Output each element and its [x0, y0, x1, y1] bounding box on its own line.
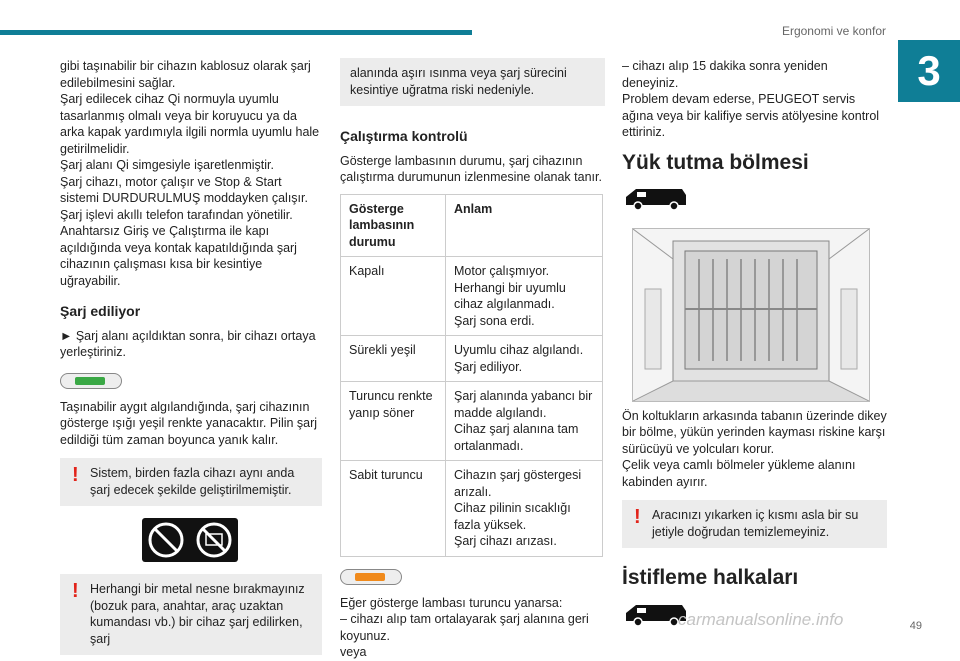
qi-orange-indicator-icon — [340, 569, 402, 585]
warning-icon: ! — [634, 506, 641, 528]
paragraph: Taşınabilir aygıt algılandığında, şarj cihazının gösterge ışığı yeşil renkte yanacaktır. Pilin şarj edildiği tüm zaman boyunca yanık kalır. — [60, 399, 318, 447]
table-cell: Sürekli yeşil — [341, 336, 446, 382]
table-cell: Şarj alanında yabancı bir madde algılandı. Cihaz şarj alanına tam ortalanmadı. — [446, 382, 603, 461]
warning-text: Sistem, birden fazla cihazı aynı anda şarj edecek şekilde geliştirilmemiştir. — [90, 466, 295, 497]
table-row — [341, 336, 603, 382]
paragraph: Şarj işlevi akıllı telefon tarafından yönetilir. — [60, 207, 293, 222]
column-3 — [622, 58, 887, 631]
table-row — [341, 382, 603, 461]
column-2 — [340, 58, 605, 661]
paragraph: Anahtarsız Giriş ve Çalıştırma ile kapı açıldığında veya kontak kapatıldığında şarj cihazının çalışması kısa bir kesintiye uğrayabilir. — [60, 224, 297, 288]
table-cell: Turuncu renkte yanıp söner — [341, 382, 446, 461]
paragraph: gibi taşınabilir bir cihazın kablosuz olarak şarj edilebilmesini sağlar. — [60, 59, 311, 90]
warning-box — [60, 574, 322, 655]
table-header: Anlam — [446, 194, 603, 257]
header-accent-bar — [0, 30, 472, 35]
page-number: 49 — [909, 620, 922, 632]
qi-green-indicator-icon — [60, 373, 122, 389]
section-heading-operation-check: Çalıştırma kontrolü — [340, 128, 468, 144]
chapter-number: 3 — [898, 40, 960, 102]
warning-text: Aracınızı yıkarken iç kısmı asla bir su jetiyle doğrudan temizlemeyiniz. — [652, 508, 859, 539]
status-table — [340, 194, 603, 557]
table-row — [341, 257, 603, 336]
table-row — [341, 461, 603, 557]
warning-box — [622, 500, 887, 548]
van-icon — [622, 185, 690, 211]
table-cell: Motor çalışmıyor. Herhangi bir uyumlu cihaz algılanmadı. Şarj sona erdi. — [446, 257, 603, 336]
warning-text: alanında aşırı ısınma veya şarj sürecini kesintiye uğratma riski nedeniyle. — [350, 66, 567, 97]
table-cell: Kapalı — [341, 257, 446, 336]
table-cell: Uyumlu cihaz algılandı. Şarj ediliyor. — [446, 336, 603, 382]
warning-text: Herhangi bir metal nesne bırakmayınız (bozuk para, anahtar, araç uzaktan kumandası vb.) bir cihaz şarj edilirken, şarj — [90, 582, 305, 646]
watermark: carmanualsonline.info — [678, 610, 844, 629]
paragraph: Ön koltukların arkasında tabanın üzerinde dikey bir bölme, yükün yerinden kayması riskine karşı sürücüyü ve yolcuları korur. Çelik veya camlı bölmeler yükleme alanını kabinden ayırır. — [622, 408, 887, 489]
warning-box — [60, 458, 322, 506]
intro-text — [60, 58, 322, 289]
load-partition-image — [632, 228, 870, 402]
header-title: Ergonomi ve konfor — [781, 24, 886, 38]
section-heading-charging: Şarj ediliyor — [60, 303, 141, 319]
section-heading-load-partition: Yük tutma bölmesi — [622, 150, 809, 174]
paragraph: Şarj edilecek cihaz Qi normuyla uyumlu tasarlanmış olmalı veya bir koruyucu ya da arka kapak yardımıyla ilgili normla uyumlu hale getirilmelidir. — [60, 92, 320, 156]
table-cell: Sabit turuncu — [341, 461, 446, 557]
warning-box-continued — [340, 58, 605, 106]
table-header-row — [341, 194, 603, 257]
table-cell: Cihazın şarj göstergesi arızalı. Cihaz pilinin sıcaklığı fazla yüksek. Şarj cihazı arızası. — [446, 461, 603, 557]
paragraph: Şarj alanı Qi simgesiyle işaretlenmiştir. — [60, 158, 274, 172]
prohibited-objects-image — [142, 518, 238, 562]
paragraph: Şarj cihazı, motor çalışır ve Stop & Start sistemi DURDURULMUŞ moddayken çalışır. — [60, 174, 308, 205]
table-header: Gösterge lambasının durumu — [341, 194, 446, 257]
section-heading-stowing-rings: İstifleme halkaları — [622, 566, 799, 589]
warning-icon: ! — [72, 464, 79, 486]
instruction-step: ► Şarj alanı açıldıktan sonra, bir cihazı ortaya yerleştiriniz. — [60, 328, 316, 359]
no-metal-objects-icon — [142, 518, 238, 562]
paragraph: Gösterge lambasının durumu, şarj cihazının çalıştırma durumunun izlenmesine olanak tanır. — [340, 153, 602, 184]
paragraph: Eğer gösterge lambası turuncu yanarsa: – cihazı alıp tam ortalayarak şarj alanına geri koyunuz. veya — [340, 595, 589, 659]
column-1 — [60, 58, 322, 655]
warning-icon: ! — [72, 580, 79, 602]
paragraph: – cihazı alıp 15 dakika sonra yeniden deneyiniz. Problem devam ederse, PEUGEOT servis ağına veya bir kalifiye servis atölyesine kontrol ettiriniz. — [622, 59, 880, 139]
